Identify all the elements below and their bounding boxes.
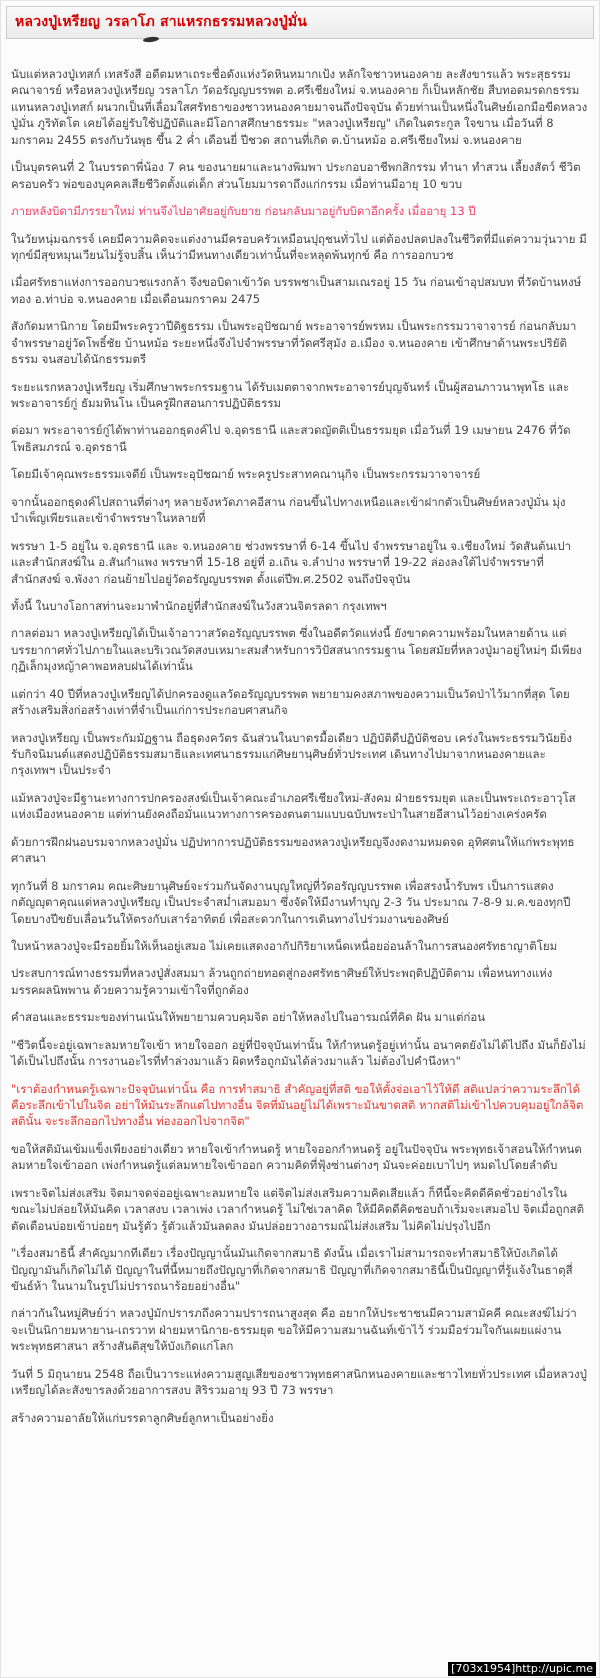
paragraph: กาลต่อมา หลวงปู่เหรียญได้เป็นเจ้าอาวาสวัดอรัญญบรรพต ซึ่งในอดีตวัดแห่งนี้ ยังขาดความพร้อมในหลายด้าน แต่บรรยากาศทั่วไปภายในและบริเวณวัดสงบเหมาะสมสำหรับการวิปัสสนากรรมฐาน โดยสมัยที่หลวงปู่มาอยู่ใหม่ๆ มีเพียงกุฏิเล็กมุงหญ้าคาพอหลบฝนได้เท่านั้น bbox=[11, 626, 582, 674]
paragraph: ในวัยหนุ่มฉกรรจ์ เคยมีความคิดจะแต่งงานมีครอบครัวเหมือนปุถุชนทั่วไป แต่ต้องปลดปลงในชีวิตที่มีแต่ความวุ่นวาย มีทุกข์มีสุขหมุนเวียนไม่รู้จบสิ้น เห็นว่ามีหนทางเดียวเท่านั้นที่จะหลุดพ้นทุกข์ คือ การออกบวช bbox=[11, 231, 587, 262]
paragraph: ทุกวันที่ 8 มกราคม คณะศิษยานุศิษย์จะร่วมกันจัดงานบุญใหญ่ที่วัดอรัญญบรรพต เพื่อสรงน้ำรับพร เป็นการแสดงกตัญญุตาคุณแด่หลวงปู่เหรียญ เป็นประจำสม่ำเสมอมา ซึ่งจัดให้มีงานทำบุญ 2-3 วัน ประมาณ 7-8-9 ม.ค.ของทุกปี โดยบางปีขยับเลื่อนวันให้ตรงกับเสาร์อาทิตย์ เพื่อสะดวกในการเดินทางไปร่วมงานของศิษย์ bbox=[11, 878, 571, 926]
paragraph: แต่กว่า 40 ปีที่หลวงปู่เหรียญได้ปกครองดูแลวัดอรัญญบรรพต พยายามคงสภาพของความเป็นวัดป่าไว้มากที่สุด โดยสร้างเสริมสิ่งก่อสร้างเท่าที่จำเป็นแก่การประกอบศาสนกิจ bbox=[11, 686, 570, 718]
paragraph: เมื่อศรัทธาแห่งการออกบวชแรงกล้า จึงขอบิดาเข้าวัด บรรพชาเป็นสามเณรอยู่ 15 วัน ก่อนเข้าอุปสมบท ที่วัดบ้านหงษ์ทอง อ.ท่าบ่อ จ.หนองคาย เมื่อเดือนมกราคม 2475 bbox=[11, 275, 582, 306]
paragraph: โดยมีเจ้าคุณพระธรรมเจดีย์ เป็นพระอุปัชฌาย์ พระครูประสาทคณานุกิจ เป็นพระกรรมวาจาจารย์ bbox=[11, 467, 481, 482]
paragraph: ต่อมา พระอาจารย์กู่ได้พาท่านออกธุดงค์ไป จ.อุดรธานี และสวดญัตติเป็นธรรมยุต เมื่อวันที่ 19 เมษายน 2476 ที่วัดโพธิสมภรณ์ จ.อุดรธานี bbox=[11, 423, 571, 454]
paragraph: วันที่ 5 มิถุนายน 2548 ถือเป็นวาระแห่งความสูญเสียของชาวพุทธศาสนิกหนองคายและชาวไทยทั่วประเทศ เมื่อหลวงปู่เหรียญได้ละสังขารลงด้วยอาการสงบ สิริรวมอายุ 93 ปี 73 พรรษา bbox=[11, 1366, 587, 1398]
paragraph: "เรื่องสมาธินี้ สำคัญมากทีเดียว เรื่องปัญญานั้นมันเกิดจากสมาธิ ดังนั้น เมื่อเราไม่สามารถจะทำสมาธิให้บังเกิดได้ ปัญญามันก็เกิดไม่ได้ ปัญญาในที่นี้หมายถึงปัญญาที่เกิดจากสมาธิ ปัญญาที่เกิดจากสมาธินี้เป็นปัญญาที่รู้แจ้งในธาตุสี่ ขันธ์ห้า ในนามในรูปไม่ปรารถนาร้อยอย่างอื่น" bbox=[11, 1246, 573, 1293]
article-title: หลวงปู่เหรียญ วรลาโภ สาแหรกธรรมหลวงปู่มั่น bbox=[15, 14, 308, 30]
paragraph: เป็นบุตรคนที่ 2 ในบรรดาพี่น้อง 7 คน ของนายผาและนางพิมพา ประกอบอาชีพกสิกรรม ทำนา ทำสวน เลี้ยงสัตว์ ชีวิตครอบครัว พ่อของบุคคลเสียชีวิตตั้งแต่เด็ก ส่วนโยมมารดาถึงแก่กรรม เมื่อท่านมีอายุ 10 ขวบ bbox=[11, 160, 581, 191]
paragraph: "ชีวิตนี้จะอยู่เฉพาะลมหายใจเข้า หายใจออก อยู่ที่ปัจจุบันเท่านั้น ให้กำหนดรู้อยู่เท่านั้น อนาคตยังไม่ได้ไปถึง มันก็ยังไม่ได้เป็นไปถึงนั้น การงานอะไรที่ทำล่วงมาแล้ว ผิดหรือถูกมันได้ล่วงมาแล้ว ไม่ต้องไปคำนึงหา" bbox=[11, 1037, 586, 1069]
highlight-paragraph: ภายหลังบิดามีภรรยาใหม่ ท่านจึงไปอาศัยอยู่กับยาย ก่อนกลับมาอยู่กับบิดาอีกครั้ง เมื่ออายุ 13 ปี bbox=[11, 204, 476, 219]
paragraph: แม้หลวงปู่จะมีฐานะทางการปกครองสงฆ์เป็นเจ้าคณะอำเภอศรีเชียงใหม่-สังคม ฝ่ายธรรมยุต และเป็นพระเถระอาวุโสแห่งเมืองหนองคาย แต่ท่านยังคงถือมั่นแนวทางการครองตนตามแบบฉบับพระป่าในสายอีสานไว้อย่างเคร่งครัด bbox=[11, 790, 576, 822]
article-body bbox=[1, 39, 599, 1426]
paragraph: คำสอนและธรรมะของท่านเน้นให้พยายามควบคุมจิต อย่าให้หลงไปในอารมณ์ที่คิด ฝัน มาแต่ก่อน bbox=[11, 1010, 486, 1025]
paragraph: ขอให้สติมันเข้มแข็งเพียงอย่างเดียว หายใจเข้ากำหนดรู้ หายใจออกกำหนดรู้ อยู่ในปัจจุบัน พระพุทธเจ้าสอนให้กำหนดลมหายใจเข้าออก เพ่งกำหนดรู้แต่ลมหายใจเข้าออก ความคิดที่ฟุ้งซ่านต่างๆ มันจะค่อยเบาไปๆ หมดไปโดยลำดับ bbox=[11, 1141, 582, 1173]
paragraph: นับแต่หลวงปู่เทสก์ เทสรังสี อดีตมหาเถระชื่อดังแห่งวัดหินหมากเป้ง หลักใจชาวหนองคาย ละสังขารแล้ว พระสุธรรมคณาจารย์ หรือหลวงปู่เหรียญ วรลาโภ วัดอรัญญบรรพต อ.ศรีเชียงใหม่ จ.หนองคาย ก็เป็นหลักชัย สืบทอดมรดกธรรมแทนหลวงปู่เทสก์ ผนวกเป็นที่เลื่อมใสศรัทธาของชาวหนองคายมาจนถึงปัจจุบัน ด้วยท่านเป็นหนึ่งในศิษย์เอกมือขีดหลวงปู่มั่น ภูริทัตโต เคยได้อยู่รับใช้ปฏิบัติและมีโอกาสศึกษาธรรมะ "หลวงปู่เหรียญ" เกิดในตระกูล ใจขาน เมื่อวันที่ 8 มกราคม 2455 ตรงกับวันพุธ ขึ้น 2 ค่ำ เดือนยี่ ปีชวด สถานที่เกิด ต.บ้านหม้อ อ.ศรีเชียงใหม่ จ.หนองคาย bbox=[11, 67, 588, 147]
paragraph: กล่าวกันในหมู่ศิษย์ว่า หลวงปู่มักปรารภถึงความปรารถนาสูงสุด คือ อยากให้ประชาชนมีความสามัคคี คณะสงฆ์ไม่ว่าจะเป็นนิกายมหายาน-เถรวาท ฝ่ายมหานิกาย-ธรรมยุต ขอให้มีความสมานฉันท์เข้าไว้ ร่วมมือร่วมใจกันเผยแผ่งานพระพุทธศาสนา สร้างสันติสุขให้บังเกิดแก่โลก bbox=[11, 1306, 577, 1354]
paragraph: จากนั้นออกธุดงค์ไปสถานที่ต่างๆ หลายจังหวัดภาคอีสาน ก่อนขึ้นไปทางเหนือและเข้าฝากตัวเป็นศิษย์หลวงปู่มั่น มุ่งบำเพ็ญเพียรและเข้าจำพรรษาในหลายที่ bbox=[11, 494, 566, 526]
paragraph: ใบหน้าหลวงปู่จะมีรอยยิ้มให้เห็นอยู่เสมอ ไม่เคยแสดงอากัปกิริยาเหน็ดเหนื่อยอ่อนล้าในการสนองศรัทธาญาติโยม bbox=[11, 938, 558, 953]
watermark-label: [703x1954]http://upic.me bbox=[448, 1662, 596, 1676]
highlight-paragraph: "เราต้องกำหนดรู้เฉพาะปัจจุบันเท่านั้น คือ การทำสมาธิ สำคัญอยู่ที่สติ ขอให้ตั้งจ่อเอาไว้ให้ดี สติแปลว่าความระลึกได้ คือระลึกเข้าไปในจิต อย่าให้มันระลึกแต่ไปทางอื่น จิตที่มันอยู่ไม่ได้เพราะมันขาดสติ หากสติไม่เข้าไปควบคุมอยู่ใกล้จิต สตินั้น จะระลึกออกไปทางอื่น ท่องออกไปจากจิต" bbox=[11, 1081, 584, 1129]
paragraph: เพราะจิตไม่ส่งเสริม จิตมาจดจ่ออยู่เฉพาะลมหายใจ แต่จิตไม่ส่งเสริมความคิดเสียแล้ว ก็ทีนี้จะคิดดีคิดชั่วอย่างไรในขณะไม่ปล่อยให้มันคิด เวลาสงบ เวลาเพ่ง เวลากำหนดรู้ ไม่ใช่เวลาคิด ให้มีคิดดีคิดชอบถ้าเริ่มจะเสมอไป จิตเมื่อถูกสติตัดเตือนบ่อยเข้าบ่อยๆ มันรู้ตัว รู้ตัวแล้วมันลดลง มันปล่อยวางอารมณ์ไม่ส่งเสริม ไม่คิดไม่ปรุงไปอีก bbox=[11, 1185, 585, 1233]
paragraph: สังกัดมหานิกาย โดยมีพระครูวาปีดิฐธรรม เป็นพระอุปัชฌาย์ พระอาจารย์พรหม เป็นพระกรรมวาจาจารย์ ก่อนกลับมาจำพรรษาอยู่วัดโพธิ์ชัย บ้านหม้อ ระยะหนึ่งจึงไปจำพรรษาที่วัดศรีสุมัง อ.เมือง จ.หนองคาย เข้าศึกษาด้านพระปริยัติธรรม จนสอบได้นักธรรมตรี bbox=[11, 319, 577, 367]
paragraph: ทั้งนี้ ในบางโอกาสท่านจะมาพำนักอยู่ที่สำนักสงฆ์ในวังสวนจิตรลดา กรุงเทพฯ bbox=[11, 598, 387, 613]
article-title-bar bbox=[6, 6, 594, 39]
paragraph: หลวงปู่เหรียญ เป็นพระกัมมัฏฐาน ถือธุดงควัตร ฉันส่วนในบาตรมื้อเดียว ปฏิบัติดีปฏิบัติชอบ เคร่งในพระธรรมวินัยยิ่ง รับกิจนิมนต์แสดงปฏิบัติธรรมสมาธิและเทศนาธรรมแก่ศิษยานุศิษย์ทั่วประเทศ เดินทางไปมาจากหนองคายและกรุงเทพฯ เป็นประจำ bbox=[11, 730, 573, 778]
paragraph: สร้างความอาลัยให้แก่บรรดาลูกศิษย์ลูกหาเป็นอย่างยิ่ง bbox=[11, 1410, 274, 1425]
paragraph: ประสบการณ์ทางธรรมที่หลวงปู่สั่งสมมา ล้วนถูกถ่ายทอดสู่กองศรัทธาศิษย์ให้ประพฤติปฏิบัติตาม เพื่อหนทางแห่งมรรคผลนิพพาน ด้วยความรู้ความเข้าใจที่ถูกต้อง bbox=[11, 966, 553, 997]
paragraph: พรรษา 1-5 อยู่ใน จ.อุดรธานี และ จ.หนองคาย ช่วงพรรษาที่ 6-14 ขึ้นไป จำพรรษาอยู่ใน จ.เชียงใหม่ วัดสันต้นเปา และสำนักสงฆ์ใน อ.สันกำแพง พรรษาที่ 15-18 อยู่ที่ อ.เถิน จ.ลำปาง พรรษาที่ 19-22 ล่องลงใต้ไปจำพรรษาที่สำนักสงฆ์ จ.พังงา ก่อนย้ายไปอยู่วัดอรัญญบรรพต ตั้งแต่ปีพ.ศ.2502 จนถึงปัจจุบัน bbox=[11, 538, 571, 586]
paragraph: ระยะแรกหลวงปู่เหรียญ เริ่มศึกษาพระกรรมฐาน ได้รับเมตตาจากพระอาจารย์บุญจันทร์ เป็นผู้สอนภาวนาพุทโธ และพระอาจารย์กู่ ธัมมทินโน เป็นครูฝึกสอนการปฏิบัติธรรม bbox=[11, 379, 570, 410]
paragraph: ด้วยการฝึกฝนอบรมจากหลวงปู่มั่น ปฏิปทาการปฏิบัติธรรมของหลวงปู่เหรียญจึงงดงามหมดจด อุทิศตนให้แก่พระพุทธศาสนา bbox=[11, 834, 575, 866]
